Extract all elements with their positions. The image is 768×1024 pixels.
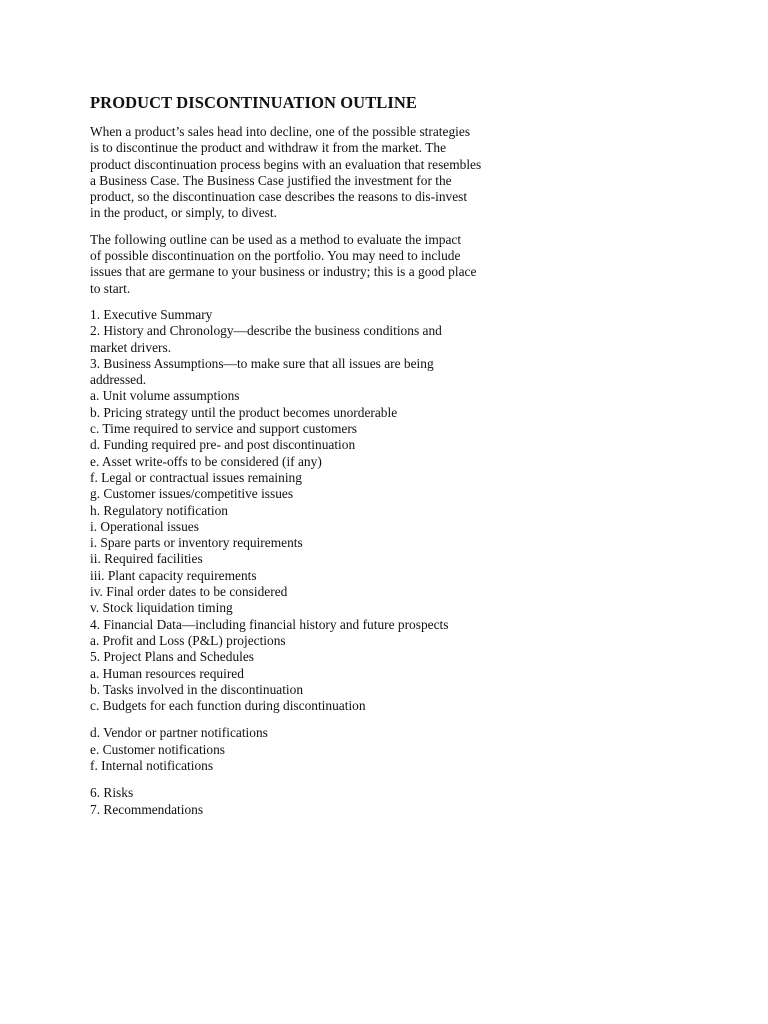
paragraph-line: of possible discontinuation on the portfolio. You may need to include (90, 248, 461, 264)
outline-item: 2. History and Chronology—describe the business conditions and (90, 323, 442, 339)
outline-item: i. Operational issues (90, 518, 199, 534)
outline-item: market drivers. (90, 339, 172, 355)
outline-item: 1. Executive Summary (90, 306, 213, 322)
method-paragraph (90, 232, 510, 297)
outline-item: 7. Recommendations (90, 801, 204, 817)
outline-item: f. Legal or contractual issues remaining (90, 469, 302, 485)
outline-item: 4. Financial Data—including financial history and future prospects (90, 616, 449, 632)
outline-item: b. Tasks involved in the discontinuation (90, 681, 304, 697)
outline-item: a. Profit and Loss (P&L) projections (90, 632, 286, 648)
outline-item: a. Human resources required (90, 665, 244, 681)
outline-item: iv. Final order dates to be considered (90, 584, 288, 600)
document-page (90, 93, 510, 818)
outline-item: e. Customer notifications (90, 741, 225, 757)
outline-item: d. Vendor or partner notifications (90, 725, 268, 741)
document-title: PRODUCT DISCONTINUATION OUTLINE (90, 93, 418, 112)
outline-list-closing (90, 785, 510, 818)
outline-list (90, 307, 510, 714)
paragraph-line: to start. (90, 280, 131, 296)
outline-item: d. Funding required pre- and post discontinuation (90, 437, 356, 453)
paragraph-line: is to discontinue the product and withdraw it from the market. The (90, 140, 447, 156)
outline-item: h. Regulatory notification (90, 502, 228, 518)
paragraph-line: a Business Case. The Business Case justified the investment for the (90, 172, 452, 188)
outline-item: g. Customer issues/competitive issues (90, 486, 294, 502)
paragraph-line: The following outline can be used as a method to evaluate the impact (90, 231, 462, 247)
outline-item: iii. Plant capacity requirements (90, 567, 257, 583)
outline-item: b. Pricing strategy until the product becomes unorderable (90, 404, 398, 420)
outline-list-notifications (90, 725, 510, 774)
outline-item: c. Budgets for each function during discontinuation (90, 698, 366, 714)
outline-item: ii. Required facilities (90, 551, 203, 567)
outline-item: f. Internal notifications (90, 757, 214, 773)
intro-paragraph (90, 124, 510, 222)
outline-item: 5. Project Plans and Schedules (90, 649, 255, 665)
outline-item: a. Unit volume assumptions (90, 388, 240, 404)
paragraph-line: in the product, or simply, to divest. (90, 205, 277, 221)
paragraph-line: issues that are germane to your business or industry; this is a good place (90, 264, 477, 280)
paragraph-line: product, so the discontinuation case describes the reasons to dis-invest (90, 189, 468, 205)
outline-item: c. Time required to service and support customers (90, 421, 358, 437)
outline-item: 3. Business Assumptions—to make sure that all issues are being (90, 355, 434, 371)
outline-item: v. Stock liquidation timing (90, 600, 233, 616)
outline-item: 6. Risks (90, 785, 134, 801)
paragraph-line: When a product’s sales head into decline, one of the possible strategies (90, 124, 471, 139)
paragraph-line: product discontinuation process begins with an evaluation that resembles (90, 156, 482, 172)
outline-item: addressed. (90, 372, 147, 388)
outline-item: i. Spare parts or inventory requirements (90, 535, 303, 551)
outline-item: e. Asset write-offs to be considered (if any) (90, 453, 322, 469)
